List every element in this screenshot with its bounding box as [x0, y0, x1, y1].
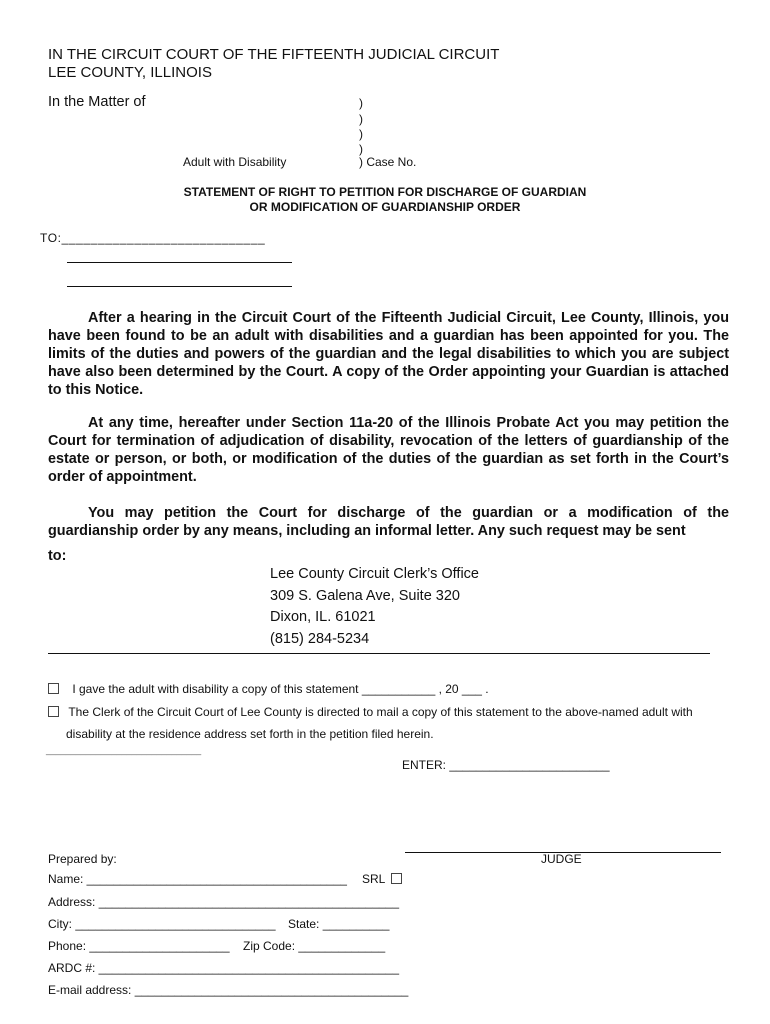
case-number-label: ) Case No.	[359, 155, 417, 169]
document-title-line-2: OR MODIFICATION OF GUARDIANSHIP ORDER	[249, 200, 521, 214]
court-heading: IN THE CIRCUIT COURT OF THE FIFTEENTH JUDICIAL CIRCUIT	[48, 46, 500, 63]
caption-paren-3: )	[359, 127, 363, 141]
prepared-by-label: Prepared by:	[48, 852, 117, 866]
email-field: E-mail address: _________________________________________	[48, 983, 409, 997]
srl-option: SRL	[362, 872, 402, 886]
clerk-office: Lee County Circuit Clerk’s Office	[270, 566, 479, 582]
ardc-field: ARDC #: _____________________________________________	[48, 961, 399, 975]
srl-checkbox[interactable]	[391, 873, 402, 884]
copy-given-checkbox[interactable]	[48, 683, 59, 694]
county-heading: LEE COUNTY, ILLINOIS	[48, 64, 212, 81]
copy-given-text: I gave the adult with disability a copy of this statement ___________ , 20 ___ .	[72, 682, 489, 696]
paragraph-1: After a hearing in the Circuit Court of the Fifteenth Judicial Circuit, Lee County, Illinois, you have been found to be an adult with disabilities and a guardian has been appointed for you. The limits of the duties and powers of the guardian and the legal disabilities to which you are subject have also been determined by the Court. A copy of the Order appointing your Guardian is attached to this Notice.	[48, 310, 729, 398]
document-title-line-1: STATEMENT OF RIGHT TO PETITION FOR DISCHARGE OF GUARDIAN	[183, 185, 587, 199]
judge-label: JUDGE	[541, 852, 582, 866]
caption-paren-2: )	[359, 112, 363, 126]
section-divider	[48, 653, 710, 654]
caption-paren-4: )	[359, 142, 363, 156]
name-field: Name: _______________________________________	[48, 872, 347, 886]
paragraph-2: At any time, hereafter under Section 11a-20 of the Illinois Probate Act you may petition the Court for termination of adjudication of disability, revocation of the letters of guardianship of the estate or person, or both, or modification of the duties of the guardian as set forth in the Court’s order of appointment.	[48, 415, 729, 485]
zip-field: Zip Code: _____________	[243, 939, 386, 953]
caption-paren-1: )	[359, 96, 363, 110]
date-blank: _______________________________	[46, 745, 202, 755]
clerk-city: Dixon, IL. 61021	[270, 609, 376, 625]
enter-field: ENTER: ________________________	[402, 758, 610, 772]
clerk-mail-text: The Clerk of the Circuit Court of Lee County is directed to mail a copy of this statement to the above-named adult with	[68, 705, 693, 719]
clerk-mail-text-cont: disability at the residence address set forth in the petition filed herein.	[66, 727, 434, 741]
to-address-line-2	[67, 286, 292, 287]
address-field: Address: _____________________________________________	[48, 895, 400, 909]
paragraph-3-end: to:	[48, 548, 67, 564]
checkbox-row-clerk-mail	[48, 705, 693, 719]
respondent-label: Adult with Disability	[183, 155, 287, 169]
checkbox-row-copy-given	[48, 682, 489, 696]
clerk-street: 309 S. Galena Ave, Suite 320	[270, 588, 460, 604]
to-field: TO:____________________________	[40, 231, 266, 245]
paragraph-3: You may petition the Court for discharge of the guardian or a modification of the guardianship order by any means, including an informal letter. Any such request may be sent	[48, 505, 729, 539]
to-address-line-1	[67, 262, 292, 263]
state-field: State: __________	[288, 917, 390, 931]
matter-label: In the Matter of	[48, 94, 146, 110]
clerk-mail-checkbox[interactable]	[48, 706, 59, 717]
clerk-phone: (815) 284-5234	[270, 631, 370, 647]
city-field: City: ______________________________	[48, 917, 276, 931]
phone-field: Phone: _____________________	[48, 939, 230, 953]
